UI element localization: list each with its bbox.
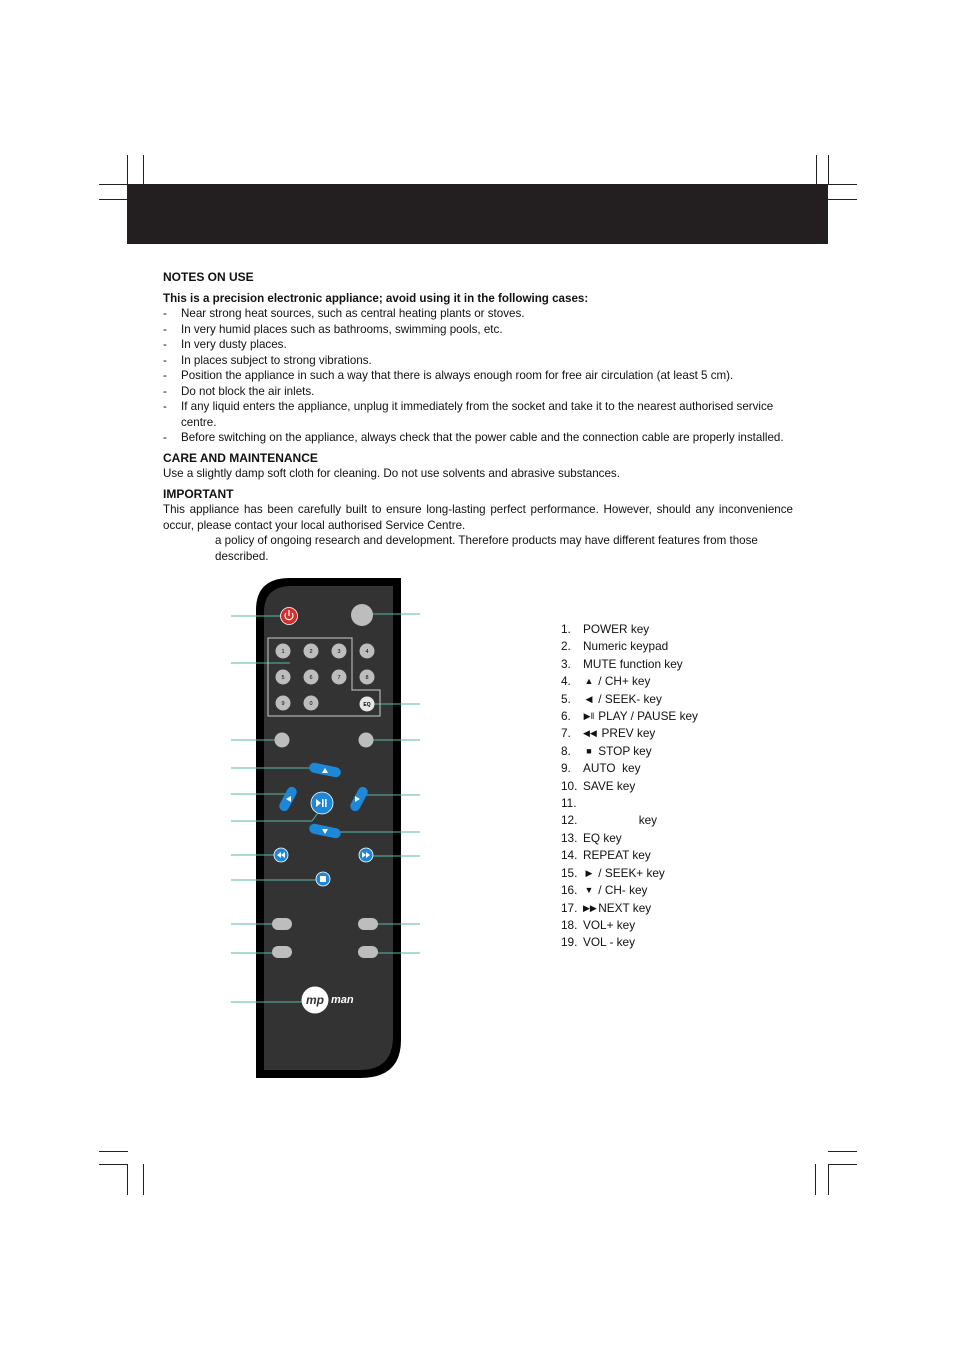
- svg-text:EQ: EQ: [363, 702, 371, 708]
- list-item: 19. VOL - key: [561, 935, 636, 950]
- list-item: 5. ◀ / SEEK- key: [561, 691, 698, 708]
- svg-text:1: 1: [281, 649, 285, 655]
- list-item: 4. ▲ / CH+ key: [561, 673, 698, 690]
- list-item: - In very humid places such as bathrooms, swimming pools, etc.: [163, 322, 503, 336]
- stop-button[interactable]: [316, 872, 330, 886]
- svg-text:7: 7: [337, 675, 341, 681]
- play-pause-icon: ▶‖: [583, 711, 595, 722]
- mute-button[interactable]: [351, 604, 373, 626]
- list-item: 7. ◀◀ PREV key: [561, 725, 698, 742]
- list-item: - In very dusty places.: [163, 338, 287, 351]
- prev-button[interactable]: [274, 848, 288, 862]
- list-item: 16. ▼ / CH- key: [561, 882, 698, 899]
- prev-icon: ◀◀: [583, 728, 597, 739]
- play-pause-button[interactable]: [311, 792, 333, 814]
- keypad-button-0[interactable]: [304, 696, 319, 711]
- repeat-button[interactable]: [359, 733, 374, 748]
- next-icon: ▶▶: [583, 902, 597, 913]
- important-title: IMPORTANT: [163, 486, 234, 501]
- care-text: Use a slightly damp soft cloth for cleaning. Do not use solvents and abrasive substances.: [163, 467, 620, 480]
- care-title: CARE AND MAINTENANCE: [163, 450, 318, 465]
- vol-up-button[interactable]: [358, 918, 378, 930]
- keypad-button-4[interactable]: [360, 644, 375, 659]
- list-item: 12. key: [561, 813, 658, 828]
- keypad-button-9[interactable]: [276, 696, 291, 711]
- list-item: - If any liquid enters the appliance, unplug it immediately from the socket and take it to the nearest authorised service centre.: [163, 400, 774, 429]
- button-11[interactable]: [272, 946, 292, 958]
- list-item: - Before switching on the appliance, always check that the power cable and the connection cable are properly installed.: [163, 431, 784, 444]
- svg-text:3: 3: [337, 649, 341, 655]
- list-item: 2. Numeric keypad: [561, 639, 669, 654]
- key-legend: [561, 621, 698, 952]
- list-item: - Near strong heat sources, such as central heating plants or stoves.: [163, 307, 525, 320]
- keypad-button-7[interactable]: [332, 670, 347, 685]
- save-button[interactable]: [272, 918, 292, 930]
- up-triangle-icon: ▲: [584, 676, 594, 687]
- list-item: 8. ■ STOP key: [561, 743, 698, 760]
- svg-text:2: 2: [309, 649, 313, 655]
- next-button[interactable]: [359, 848, 373, 862]
- keypad-button-3[interactable]: [332, 644, 347, 659]
- stop-icon: ■: [586, 745, 592, 756]
- keypad-button-2[interactable]: [304, 644, 319, 659]
- vol-down-button[interactable]: [358, 946, 378, 958]
- list-item: 10. SAVE key: [561, 778, 636, 793]
- stop-icon: [320, 876, 326, 882]
- list-item: 15. ▶ / SEEK+ key: [561, 865, 698, 882]
- svg-text:mp: mp: [306, 993, 324, 1007]
- keypad-button-6[interactable]: [304, 670, 319, 685]
- eq-button[interactable]: [360, 697, 375, 712]
- svg-text:6: 6: [309, 675, 313, 681]
- list-item: - Do not block the air inlets.: [163, 384, 315, 398]
- svg-text:5: 5: [281, 675, 285, 681]
- keypad-button-5[interactable]: [276, 670, 291, 685]
- svg-text:0: 0: [309, 701, 313, 707]
- important-text: This appliance has been carefully built to ensure long-lasting perfect performance. However, should any inconvenience occur, please contact your local authorised Service Centre.: [163, 503, 793, 532]
- keypad-button-8[interactable]: [360, 670, 375, 685]
- list-item: 3. MUTE function key: [561, 656, 683, 671]
- list-item: 17. ▶▶ NEXT key: [561, 900, 698, 917]
- svg-text:man: man: [331, 994, 354, 1006]
- list-item: 6. ▶‖ PLAY / PAUSE key: [561, 708, 698, 725]
- list-item: 18. VOL+ key: [561, 917, 636, 932]
- auto-button[interactable]: [275, 733, 290, 748]
- list-item: 9. AUTO key: [561, 761, 641, 776]
- list-item: 1. POWER key: [561, 622, 650, 636]
- notes-intro: This is a precision electronic appliance; avoid using it in the following cases:: [163, 291, 589, 305]
- power-button[interactable]: [281, 608, 298, 625]
- list-item: 11.: [561, 796, 577, 811]
- svg-text:8: 8: [365, 675, 369, 681]
- policy-text: a policy of ongoing research and development. Therefore products may have different features from those described.: [215, 534, 758, 563]
- list-item: - In places subject to strong vibrations.: [163, 353, 372, 367]
- notes-title: NOTES ON USE: [163, 270, 254, 284]
- keypad-button-1[interactable]: [276, 644, 291, 659]
- right-triangle-icon: ▶: [585, 867, 593, 878]
- list-item: 13. EQ key: [561, 830, 622, 845]
- down-triangle-icon: ▼: [584, 885, 594, 896]
- list-item: 14. REPEAT key: [561, 848, 651, 863]
- list-item: - Position the appliance in such a way that there is always enough room for free air circulation (at least 5 cm).: [163, 369, 734, 382]
- svg-text:4: 4: [365, 649, 369, 655]
- left-triangle-icon: ◀: [585, 693, 593, 704]
- svg-text:9: 9: [281, 701, 285, 707]
